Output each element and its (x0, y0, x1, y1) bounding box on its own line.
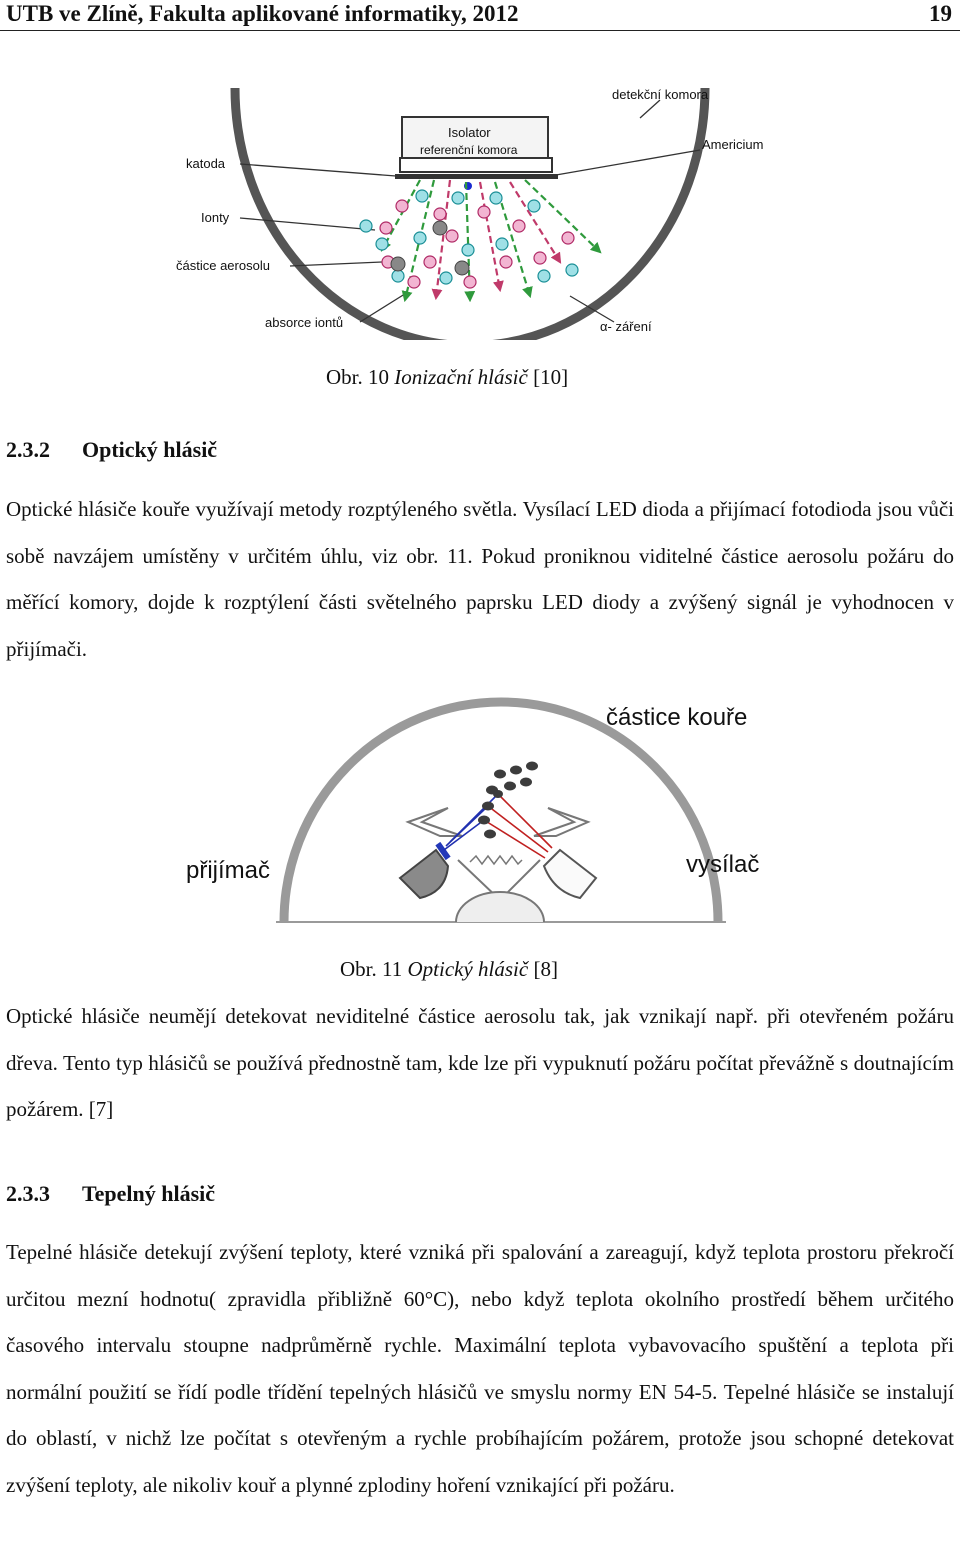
section-title: Tepelný hlásič (82, 1181, 216, 1206)
label-cathode: katoda (186, 156, 226, 171)
label-isolator: Isolator (448, 125, 491, 140)
cathode-plate (395, 174, 558, 179)
caption-title: Ionizační hlásič (394, 365, 528, 389)
label-reference-chamber: referenční komora (420, 143, 518, 157)
light-rays (444, 794, 552, 858)
page-number: 19 (929, 1, 952, 26)
label-smoke-particles: částice kouře (606, 704, 748, 731)
caption-reference: [10] (527, 365, 569, 389)
left-baffle (408, 808, 462, 836)
page-header (0, 0, 960, 30)
header-rule (0, 30, 960, 31)
section-heading-2-3-2 (6, 437, 217, 463)
photodiode-lens (456, 892, 544, 922)
reference-chamber-box (400, 158, 552, 172)
label-transmitter: vysílač (686, 851, 760, 878)
transmitter-element (544, 850, 596, 898)
chamber-wall (284, 702, 718, 922)
receiver-element (400, 842, 451, 898)
label-ions: Ionty (201, 210, 230, 225)
header-title: UTB ve Zlíně, Fakulta aplikované informatiky, 2012 (6, 1, 519, 26)
caption-prefix: Obr. 11 (340, 957, 408, 981)
section-number: 2.3.3 (6, 1181, 50, 1206)
label-ion-absorption: absorce iontů (265, 315, 344, 330)
label-aerosol-particles: částice aerosolu (176, 258, 270, 273)
figure-10-caption (326, 365, 568, 390)
figure-optical-detector (180, 690, 960, 930)
paragraph-optical-detector: Optické hlásiče kouře využívají metody rozptýleného světla. Vysílací LED dioda a přijímací fotodioda jsou vůči sobě navzájem umístěny v určitém úhlu, viz obr. 11. Pokud proniknou viditelné částice aerosolu požáru do měřící komory, dojde k rozptýlení části světelného paprsku LED diody a zvýšený signál je vyhodnocen v přijímači. (6, 497, 954, 661)
section-title: Optický hlásič (82, 437, 218, 462)
figure-ionization-detector (170, 84, 960, 340)
caption-reference: [8] (528, 957, 558, 981)
paragraph-heat-detector: Tepelné hlásiče detekují zvýšení teploty, které vzniká při spalování a zareagují, když teplota prostoru překročí určitou mezní hodnotu( zpravidla přibližně 60°C), nebo když teplota okolního prostředí během určitého časového intervalu stoupne nadprůměrně rychle. Maximální teplota vybavovacího spuštění a teplota při normální použití se řídí podle třídění tepelných hlásičů ve smyslu normy EN 54-5. Tepelné hlásiče se instalují do oblastí, v nichž lze počítat s otevřeným a rychle probíhajícím požárem, protože jsou schopné detekovat zvýšení teploty, ale nikoliv kouř a plynné zplodiny hoření vznikající při požáru. (6, 1240, 954, 1497)
figure-11-caption (340, 957, 558, 982)
section-number: 2.3.2 (6, 437, 50, 462)
label-alpha-radiation: α- záření (600, 319, 652, 334)
smoke-particles (478, 762, 538, 839)
section-heading-2-3-3 (6, 1181, 215, 1207)
right-baffle (534, 808, 588, 836)
caption-title: Optický hlásič (407, 957, 529, 981)
caption-prefix: Obr. 10 (326, 365, 395, 389)
paragraph-optical-limitations: Optické hlásiče neumějí detekovat neviditelné částice aerosolu tak, jak vznikají např. při otevřeném požáru dřeva. Tento typ hlásičů se používá přednostně tam, kde lze při vypuknutí požáru počítat převážně s doutnajícím požárem. [7] (6, 1004, 954, 1121)
label-receiver: přijímač (186, 857, 271, 884)
label-americium: Americium (702, 137, 764, 152)
label-detection-chamber: detekční komora (612, 87, 709, 102)
